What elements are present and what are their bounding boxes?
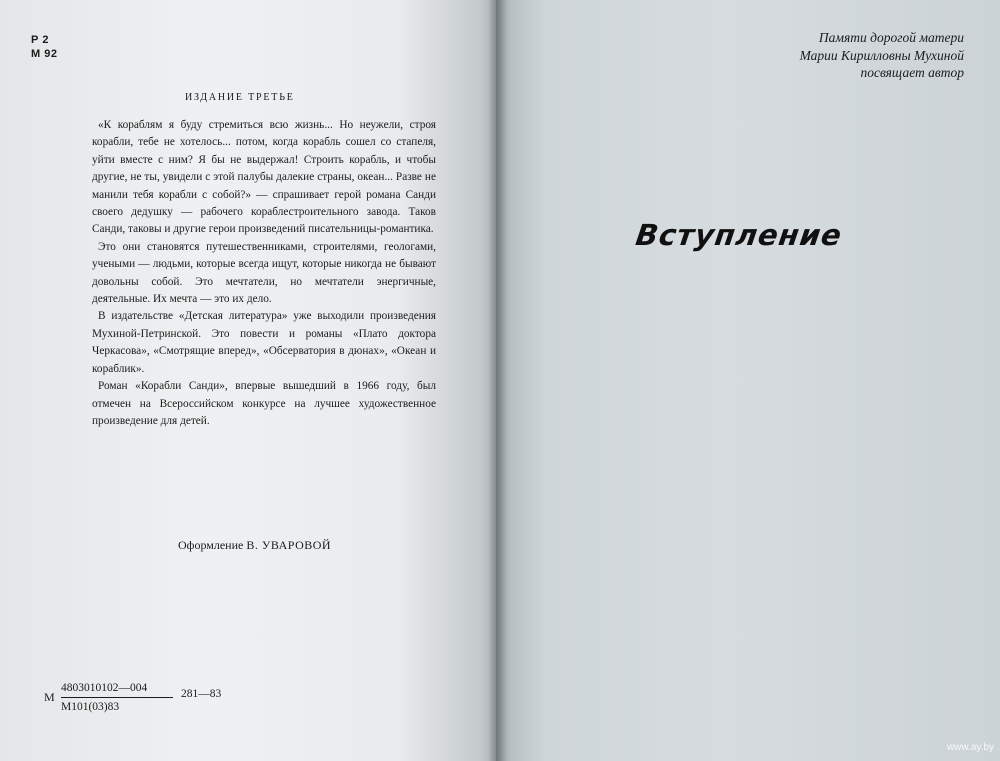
annotation-paragraph: Роман «Корабли Санди», впервые вышедший в 1966 году, был отмечен на Всероссийском конкурсе на лучшее художественное произведение для детей. (92, 380, 436, 427)
dedication-line: Памяти дорогой матери (818, 30, 964, 45)
library-code-line-2: М 92 (31, 48, 58, 60)
catalog-numerator: 4803010102—004 (61, 682, 148, 694)
library-code (31, 33, 57, 61)
design-credit-label: Оформление (178, 538, 244, 552)
dedication (800, 29, 964, 82)
dedication-line: посвящает автор (860, 65, 964, 81)
design-credit-name: В. УВАРОВОЙ (246, 538, 332, 552)
design-credit (178, 538, 331, 553)
book-gutter (488, 0, 506, 761)
fraction-bar (61, 697, 173, 698)
right-page (496, 0, 1000, 761)
annotation-paragraph: «К кораблям я буду стремиться всю жизнь... Но неужели, строя корабли, тебе не хотелось... потом, когда корабль сошел со стапеля, уйти вместе с ним? Я бы не выдержал! Строить корабль, и чтобы другие, не ты, увидели с этой палубы далекие страны, океан... Разве не манили тебя корабли с собой?» — спрашивает герой романа Санди своего дедушку — рабочего кораблестроительного завода. Таков Санди, таковы и другие герои произведений писательницы-романтика. (92, 119, 436, 236)
catalog-fraction (61, 680, 173, 715)
annotation-paragraph: Это они становятся путешественниками, строителями, геологами, учеными — людьми, которые всегда ищут, которые никогда не бывают довольны собой. Это мечтатели, но мечтатели энергичные, деятельные. Их мечта — это их дело. (92, 240, 436, 306)
edition-label: ИЗДАНИЕ ТРЕТЬЕ (185, 92, 295, 103)
library-code-line-1: Р 2 (31, 34, 50, 46)
catalog-denominator: М101(03)83 (61, 701, 120, 713)
watermark: www.ay.by (946, 742, 994, 753)
left-page (0, 0, 496, 761)
section-title: Вступление (633, 218, 845, 252)
dedication-line: Марии Кирилловны Мухиной (799, 47, 964, 63)
catalog-tail: 281—83 (181, 688, 222, 700)
annotation (92, 117, 436, 430)
annotation-paragraph: В издательстве «Детская литература» уже выходили произведения Мухиной-Петринской. Это повести и романы «Плато доктора Черкасова», «Смотрящие вперед», «Обсерватория в дюнах», «Океан и кораблик». (92, 310, 436, 375)
catalog-letter: М (44, 690, 55, 704)
